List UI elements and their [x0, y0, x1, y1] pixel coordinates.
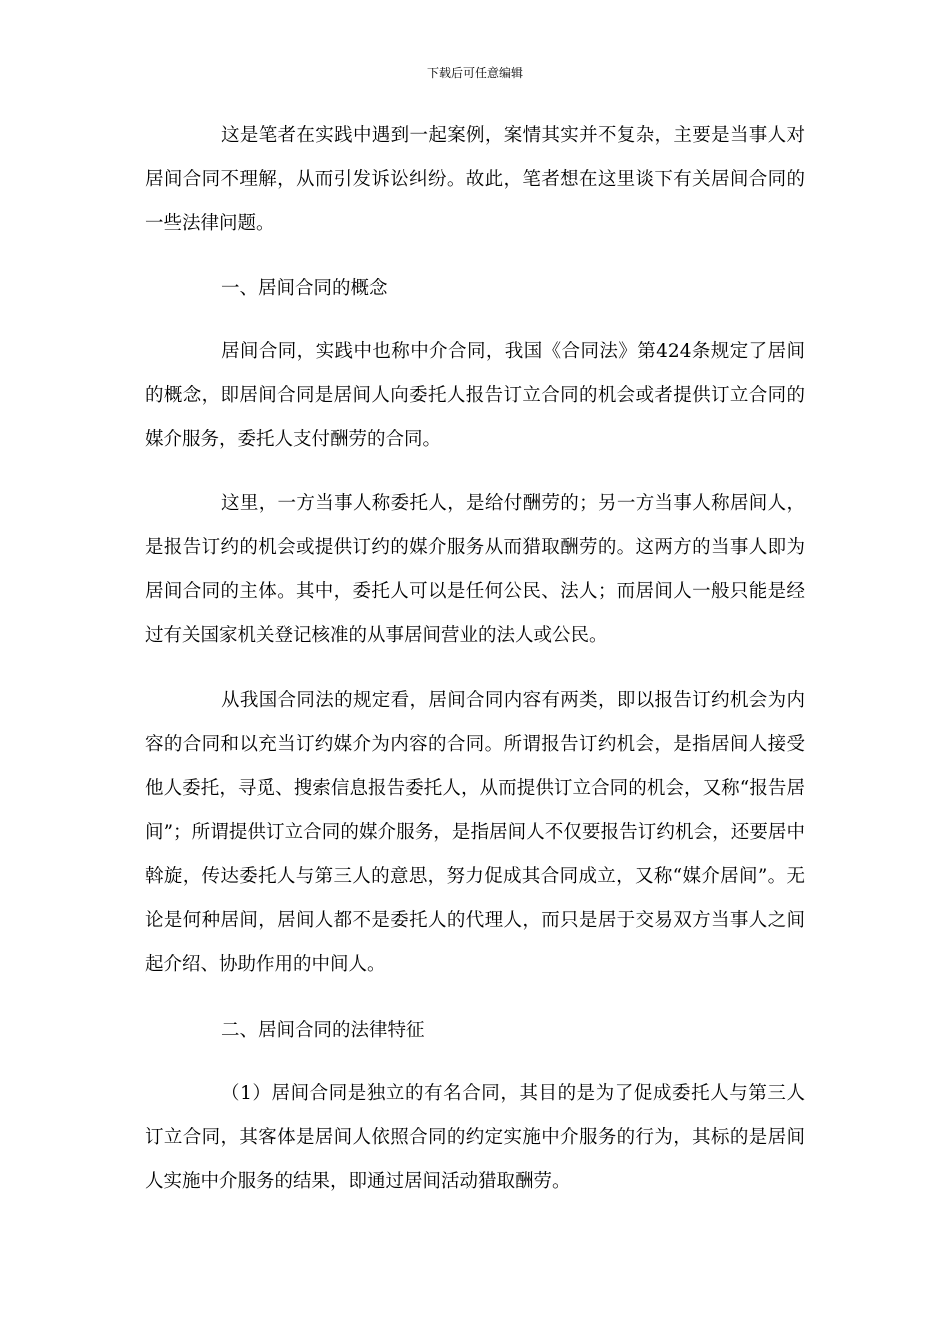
paragraph-parties: 这里，一方当事人称委托人，是给付酬劳的；另一方当事人称居间人，是报告订约的机会或提供订约的媒介服务从而猎取酬劳的。这两方的当事人即为居间合同的主体。其中，委托人可以是任何公民、法人；而居间人一般只能是经过有关国家机关登记核准的从事居间营业的法人或公民。 [145, 493, 805, 646]
paragraph-intro: 这是笔者在实践中遇到一起案例，案情其实并不复杂，主要是当事人对居间合同不理解，从而引发诉讼纠纷。故此，笔者想在这里谈下有关居间合同的一些法律问题。 [145, 125, 805, 234]
paragraph-feature-1: （1）居间合同是独立的有名合同，其目的是为了促成委托人与第三人订立合同，其客体是居间人依照合同的约定实施中介服务的行为，其标的是居间人实施中介服务的结果，即通过居间活动猎取酬劳。 [145, 1083, 805, 1192]
section-heading-1: 一、居间合同的概念 [221, 278, 388, 299]
paragraph-concept: 居间合同，实践中也称中介合同，我国《合同法》第424条规定了居间的概念，即居间合同是居间人向委托人报告订立合同的机会或者提供订立合同的媒介服务，委托人支付酬劳的合同。 [145, 341, 805, 450]
paragraph-content-types: 从我国合同法的规定看，居间合同内容有两类，即以报告订约机会为内容的合同和以充当订约媒介为内容的合同。所谓报告订约机会，是指居间人接受他人委托，寻觅、搜索信息报告委托人，从而提供订立合同的机会，又称“报告居间”；所谓提供订立合同的媒介服务，是指居间人不仅要报告订约机会，还要居中斡旋，传达委托人与第三人的意思，努力促成其合同成立，又称“媒介居间”。无论是何种居间，居间人都不是委托人的代理人，而只是居于交易双方当事人之间起介绍、协助作用的中间人。 [145, 690, 805, 975]
page-header: 下载后可任意编辑 [426, 66, 523, 80]
section-heading-2: 二、居间合同的法律特征 [221, 1020, 425, 1041]
